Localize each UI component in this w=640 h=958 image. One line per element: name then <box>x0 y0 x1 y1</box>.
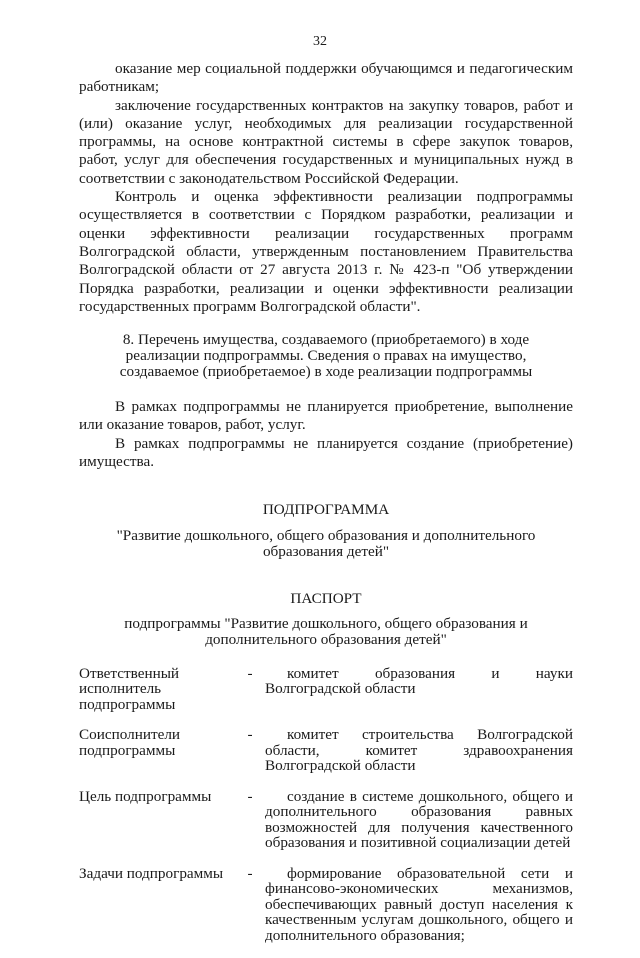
row-label: Ответственный исполнитель подпрограммы <box>79 664 180 713</box>
passport-title: ПАСПОРТ <box>290 589 362 607</box>
table-row <box>79 866 573 958</box>
paragraph: оказание мер социальной поддержки обучающимся и педагогическим работникам; <box>79 60 573 96</box>
page-number: 32 <box>313 34 327 49</box>
document-body <box>79 60 573 958</box>
row-dash: - <box>247 664 253 682</box>
table-row <box>79 727 573 789</box>
row-label: Цель подпрограммы <box>79 787 212 805</box>
row-value: формирование образовательной сети и финансово-экономических механизмов, обеспечивающих равный доступ населения к качественным услугам дошкольного, общего и дополнительного образования; <box>265 864 573 944</box>
paragraph: В рамках подпрограммы не планируется приобретение, выполнение или оказание товаров, работ, услуг. <box>79 398 573 434</box>
paragraph: Контроль и оценка эффективности реализации подпрограммы осуществляется в соответствии с Порядком разработки, реализации и оценки эффективности реализации государственных программ Волгоградской области, утвержденным постановлением Правительства Волгоградской области от 27 августа 2013 г. № 423-п "Об утверждении Порядка разработки, реализации и оценки эффективности реализации государственных программ Волгоградской области". <box>79 188 573 315</box>
row-value: комитет образования и науки Волгоградской области <box>265 664 573 698</box>
row-dash: - <box>247 726 253 744</box>
table-row <box>79 666 573 728</box>
row-label: Задачи подпрограммы <box>79 864 224 882</box>
subprogram-name: "Развитие дошкольного, общего образования и дополнительного образования детей" <box>116 526 536 560</box>
row-dash: - <box>247 787 253 805</box>
section-8-heading: 8. Перечень имущества, создаваемого (приобретаемого) в ходе реализации подпрограммы. Сведения о правах на имущество, создаваемое (приобретаемое) в ходе реализации подпрограммы <box>119 331 533 381</box>
row-label: Соисполнители подпрограммы <box>79 726 181 759</box>
subprogram-title: ПОДПРОГРАММА <box>262 501 390 519</box>
passport-table <box>79 666 573 958</box>
row-value: создание в системе дошкольного, общего и дополнительного образования равных возможностей для получения качественного образования и позитивной социализации детей <box>265 787 573 852</box>
table-row <box>79 789 573 866</box>
paragraph: В рамках подпрограммы не планируется создание (приобретение) имущества. <box>79 434 573 471</box>
row-dash: - <box>247 864 253 882</box>
paragraph: заключение государственных контрактов на закупку товаров, работ и (или) оказание услуг, необходимых для реализации государственной программы, на основе контрактной системы в сфере закупок товаров, работ, услуг для обеспечения государственных и муниципальных нужд в соответствии с законодательством Российской Федерации. <box>79 96 573 187</box>
passport-subtitle: подпрограммы "Развитие дошкольного, общего образования и дополнительного образования детей" <box>124 614 528 648</box>
row-value: комитет строительства Волгоградской области, комитет здравоохранения Волгоградской области <box>265 726 573 775</box>
